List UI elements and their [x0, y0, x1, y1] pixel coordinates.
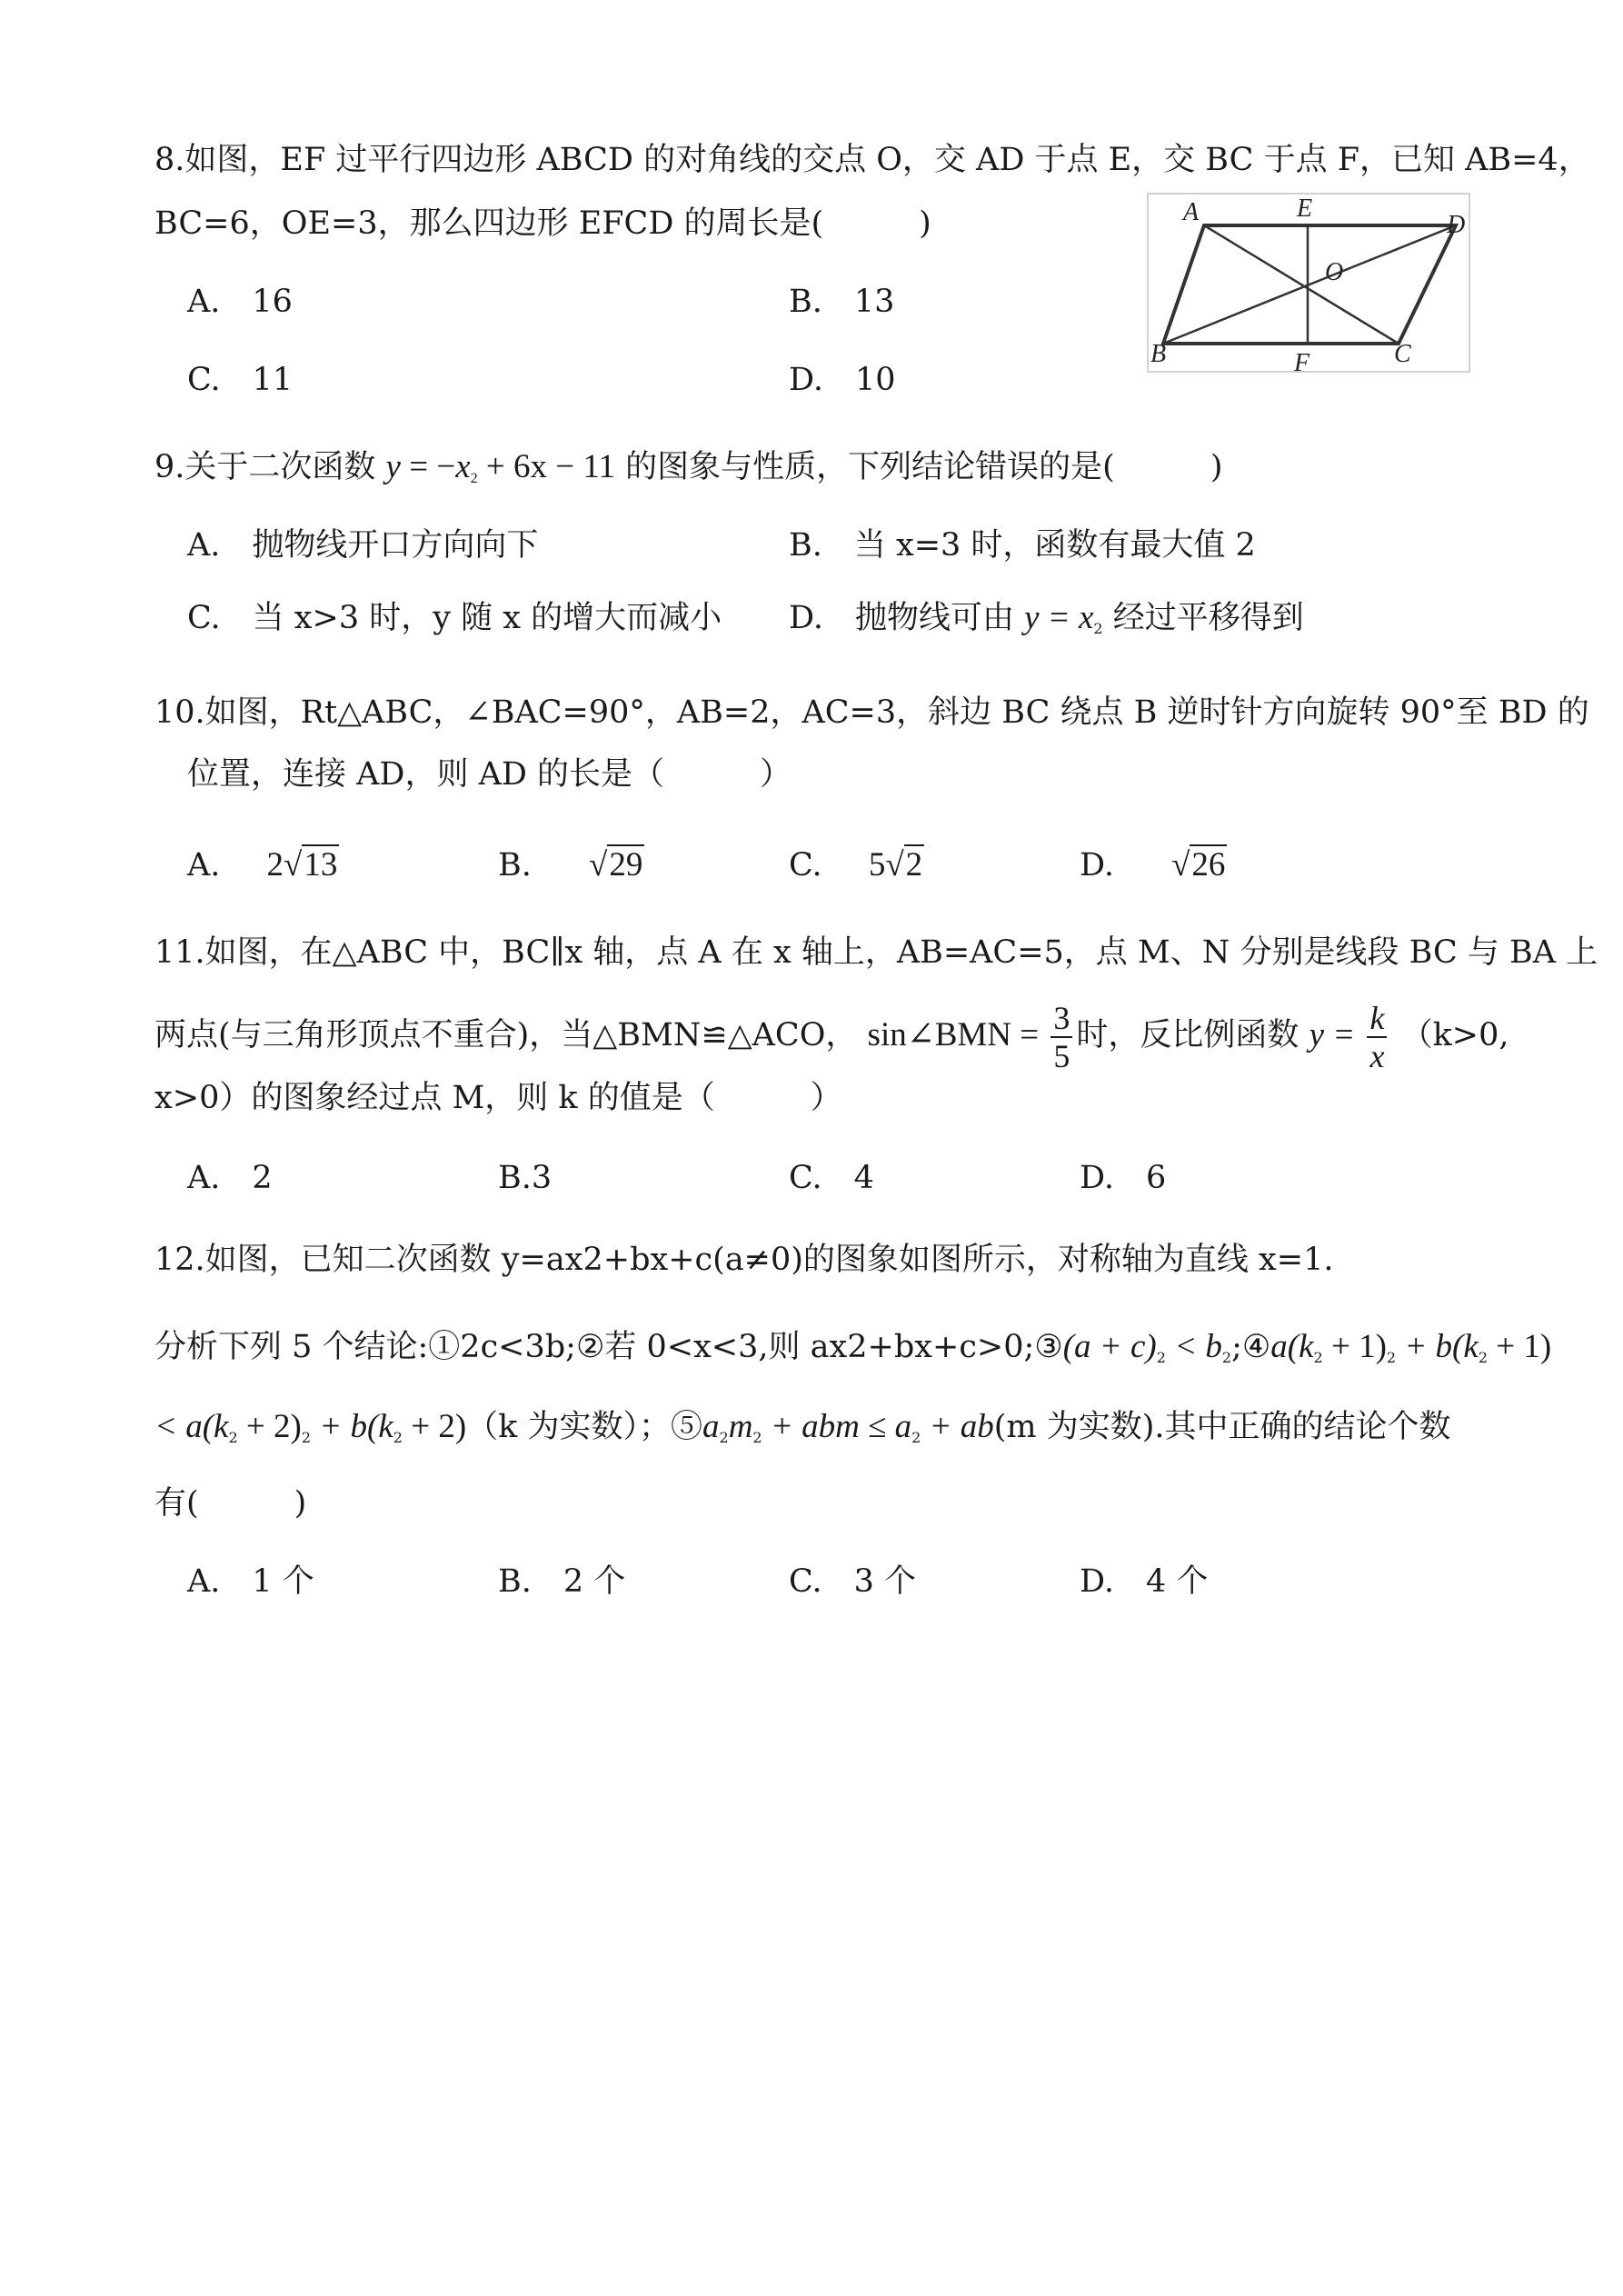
q12-option-a: A. 1 个 — [187, 1563, 314, 1600]
figure-label-f: F — [1294, 349, 1310, 373]
q8-line1: 8.如图，EF 过平行四边形 ABCD 的对角线的交点 O，交 AD 于点 E，交 BC 于点 F，已知 AB=4， — [154, 142, 1590, 178]
q12-line2: 分析下列 5 个结论:①2c<3b;②若 0<x<3,则 ax2+bx+c>0;③(a + $c)_2$ < $b_2;④a(k_2 + 1)_2 + b(k_2 + 1)$ — [154, 1328, 1552, 1366]
q9-option-b: B. 当 x=3 时，函数有最大值 2 — [789, 527, 1256, 564]
q11-option-c: C. 4 — [789, 1160, 874, 1196]
fraction-3-5: $\frac{3}{5}$ — [1050, 1000, 1072, 1074]
q12-option-b: B. 2 个 — [498, 1563, 626, 1600]
q9-prefix: 9.关于二次函数 — [154, 449, 376, 485]
figure-label-e: E — [1297, 195, 1313, 223]
q10-option-b: B. √29 — [498, 846, 643, 883]
q8-line2: BC=6，OE=3，那么四边形 EFCD 的周长是( ) — [154, 205, 931, 242]
fraction-k-x: $\frac{k}{x}$ — [1367, 1000, 1387, 1074]
q12-option-d: D. 4 个 — [1080, 1563, 1209, 1600]
q11-line2: 两点(与三角形顶点不重合)，当△BMN≌△ACO， sin∠BMN = $\frac{3}{5}$ 时，反比例函数 y = $\frac{k}{x}$ （k>0, — [154, 999, 1509, 1074]
q9-suffix: 的图象与性质，下列结论错误的是( ) — [625, 449, 1223, 485]
figure-label-b: B — [1150, 340, 1167, 368]
q11-option-d: D. 6 — [1080, 1160, 1167, 1196]
q8-option-d: D. 10 — [789, 362, 896, 398]
q9-option-c: C. 当 x>3 时，y 随 x 的增大而减小 — [187, 600, 722, 636]
q11-option-b: B.3 — [498, 1160, 553, 1196]
q8-option-a: A. 16 — [187, 284, 293, 320]
q10-option-d: D. √26 — [1080, 846, 1226, 883]
figure-label-o: O — [1325, 258, 1344, 286]
q12-line4: 有( ) — [154, 1485, 307, 1522]
q11-line1: 11.如图，在△ABC 中，BC∥x 轴，点 A 在 x 轴上，AB=AC=5，点 M、N 分别是线段 BC 与 BA 上 — [154, 934, 1598, 971]
figure-label-d: D — [1447, 211, 1466, 239]
q11-option-a: A. 2 — [187, 1160, 273, 1196]
q10-option-c: C. 5√2 — [789, 846, 923, 883]
q9-option-a: A. 抛物线开口方向向下 — [187, 527, 539, 564]
figure-label-c: C — [1394, 340, 1411, 368]
q12-line3: < $a(k_2 + 2)_2 + b(k_2 + 2)(k$ 为实数）；$⑤a_2m_2$ + abm ≤ $a_2 + ab(m$ 为实数).其中正确的结论个数 — [154, 1408, 1451, 1446]
figure-label-a: A — [1183, 198, 1200, 226]
q9-formula: $y = -x_2 + 6x - 11$ — [385, 448, 616, 486]
q12-option-c: C. 3 个 — [789, 1563, 917, 1600]
q9-stem — [154, 445, 1222, 501]
q9-option-d: D. 抛物线可由 $y = x_2$ 经过平移得到 — [789, 599, 1304, 637]
parallelogram-figure — [1147, 193, 1470, 373]
q10-option-a: A. 2√13 — [187, 846, 338, 883]
q10-line1: 10.如图，Rt△ABC，∠BAC=90°，AB=2，AC=3，斜边 BC 绕点 B 逆时针方向旋转 90°至 BD 的 — [154, 694, 1589, 731]
q8-option-c: C. 11 — [187, 362, 294, 398]
q12-line1: 12.如图，已知二次函数 y=ax2+bx+c(a≠0)的图象如图所示，对称轴为直线 x=1. — [154, 1242, 1334, 1278]
q8-option-b: B. 13 — [789, 284, 895, 320]
q10-line2: 位置，连接 AD，则 AD 的长是（ ） — [187, 756, 792, 793]
q11-line3: x>0）的图象经过点 M，则 k 的值是（ ） — [154, 1080, 842, 1116]
